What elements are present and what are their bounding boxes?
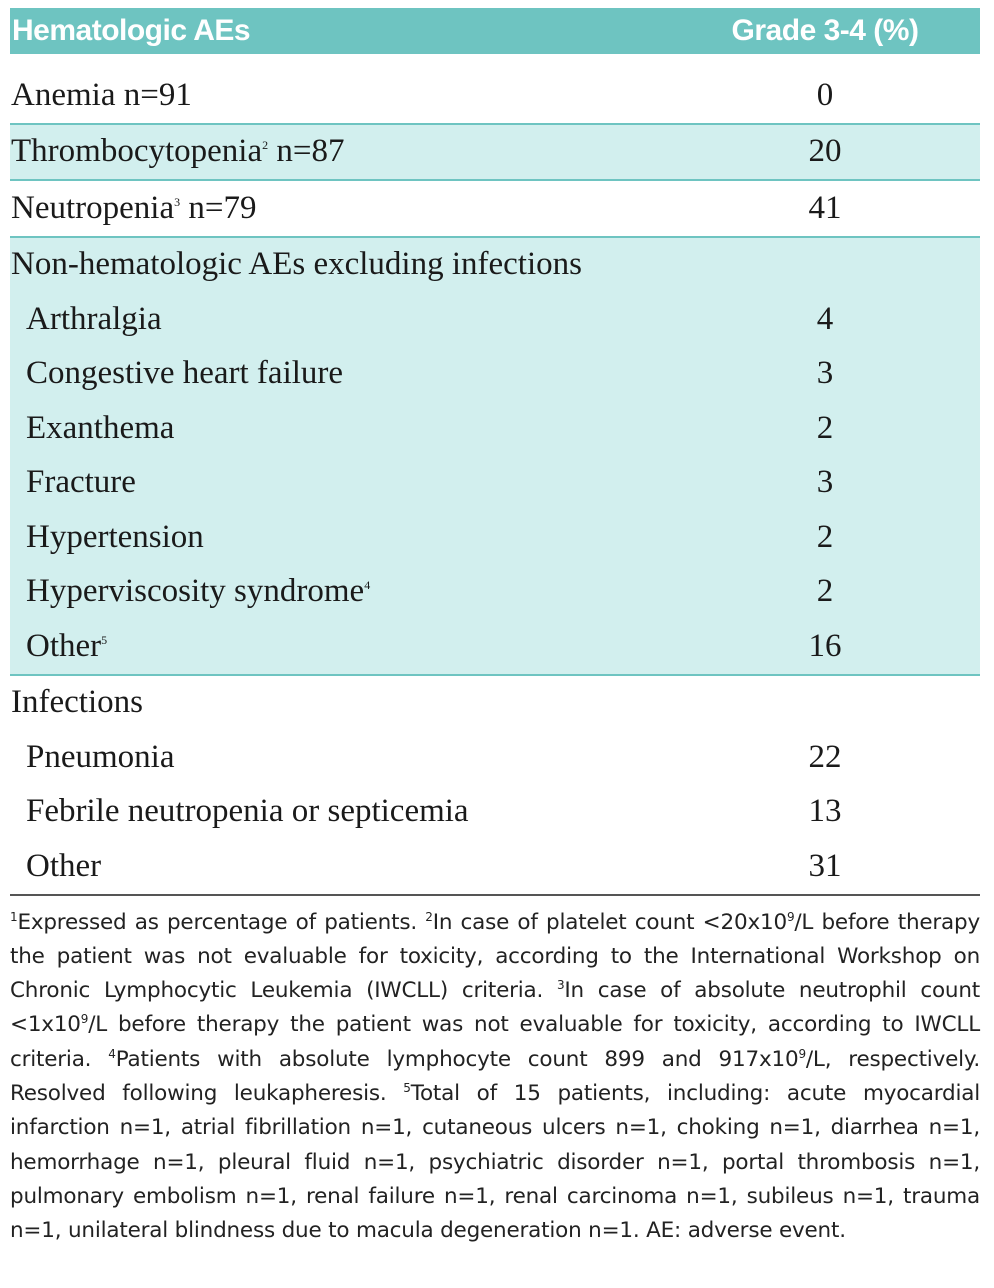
table-row-neutropenia [10, 179, 980, 236]
table-row-febrile: Febrile neutropenia or septicemia 13 [26, 793, 842, 830]
table-row-pneumonia: Pneumonia 22 [26, 738, 842, 775]
table-row-fracture: Fracture 3 [26, 464, 834, 501]
section-title-nonhem: Non-hematologic AEs excluding infections [11, 246, 582, 283]
header-col-grade: Grade 3-4 (%) [731, 14, 919, 47]
table-header [10, 8, 980, 54]
table-row-exanthema: Exanthema 2 [26, 409, 834, 446]
table-row-chf: Congestive heart failure 3 [26, 355, 834, 392]
header-col-ae: Hematologic AEs [12, 14, 251, 47]
row-label: Anemia n=91 [11, 76, 192, 113]
row-value: 41 [808, 189, 842, 226]
table-row-hyperviscosity: Hyperviscosity syndrome$^4$ 2 [26, 573, 834, 610]
footnotes: $^1$Expressed as percentage of patients. $^2$In case of platelet count $<20x10^9/L$ before therapy the patient was not evaluable for toxicity, according to the International Workshop on Chronic Lymphocytic Leukemia (IWCLL) criteria. $^3$In case of absolute neutrophil count $<1x10^9/L$ before therapy the patient was not evaluable for toxicity, according to IWCLL criteria. $^4$Patients with absolute lymphocyte count 899 and $917x10^9/L$, respectively. Resolved following leukapheresis. $^5$Total of 15 patients, including: acute myocardial infarction n=1, atrial fibrillation n=1, cutaneous ulcers n=1, choking n=1, diarrhea n=1, hemorrhage n=1, pleural fluid n=1, psychiatric disorder n=1, portal thrombosis n=1, pulmonary embolism n=1, renal failure n=1, renal carcinoma n=1, subileus n=1, trauma n=1, unilateral blindness due to macula degeneration n=1. AE: adverse event. [10, 909, 981, 1244]
nonhem-section [10, 236, 980, 674]
infections-section [10, 674, 980, 896]
table-row-thrombocytopenia [10, 123, 980, 180]
row-label: Thrombocytopenia$^2$ n=87 [11, 133, 345, 170]
row-value: 20 [808, 133, 842, 170]
table-row-infections-other: Other 31 [26, 847, 842, 884]
ae-table [10, 8, 980, 1248]
section-title-infections: Infections [11, 684, 143, 721]
table-row-arthralgia: Arthralgia 4 [26, 300, 834, 337]
row-value: 0 [816, 76, 834, 113]
table-row-hypertension: Hypertension 2 [26, 518, 834, 555]
table-row-nonhem-other: Other$^5$ 16 [26, 627, 842, 664]
row-label: Neutropenia$^3$ n=79 [11, 189, 257, 226]
table-row-anemia [10, 68, 980, 123]
